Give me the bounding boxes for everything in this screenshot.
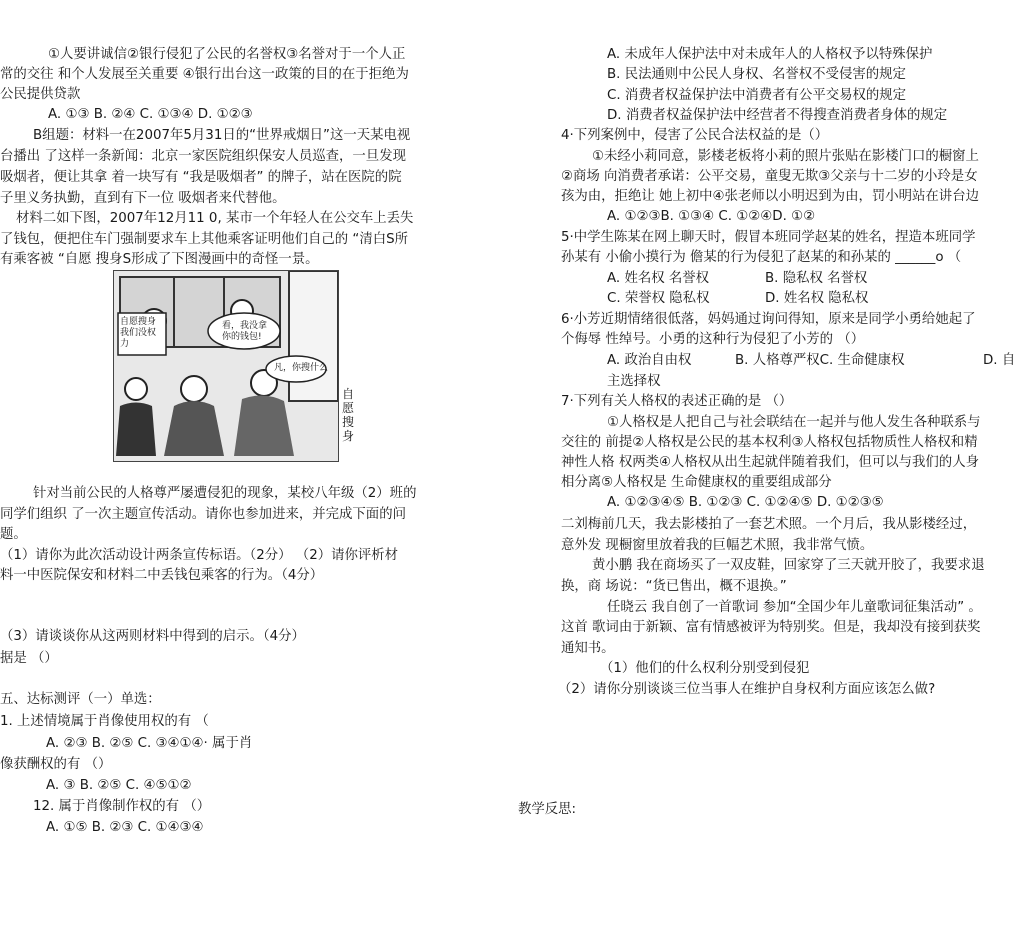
text-line: 公民提供贷款: [0, 87, 81, 102]
text-line: 据是 （）: [0, 651, 58, 666]
text-line: ①未经小莉同意，影楼老板将小莉的照片张贴在影楼门口的橱窗上: [592, 149, 979, 164]
answer-option: B. 隐私权 名誉权: [765, 271, 868, 286]
text-line: ②商场 向消费者承诺：公平交易，童叟无欺③父亲与十二岁的小玲是女: [561, 169, 978, 184]
answer-option: B. 人格尊严权C. 生命健康权: [735, 353, 905, 368]
text-line: 有乘客被 “自愿 搜身S形成了下图漫画中的奇怪一景。: [0, 252, 319, 267]
text-line: 孩为由，拒绝让 她上初中④张老师以小明迟到为由，罚小明站在讲台边: [561, 189, 979, 204]
text-line: 题。: [0, 527, 27, 542]
text-line: ①人格权是人把自己与社会联结在一起并与他人发生各种联系与: [607, 415, 981, 430]
text-line: 二刘梅前几天，我去影楼拍了一套艺术照。一个月后，我从影楼经过，: [561, 517, 977, 532]
text-line: 子里义务执勤，直到有下一位 吸烟者来代替他。: [0, 191, 286, 206]
question: （1）他们的什么权利分别受到侵犯: [600, 661, 810, 676]
question: 4·下列案例中，侵害了公民合法权益的是（）: [561, 128, 829, 143]
answer-option: A. 姓名权 名誉权: [607, 271, 710, 286]
option-line: C. 消费者权益保护法中消费者有公平交易权的规定: [607, 88, 907, 103]
text-line: 黄小鹏 我在商场买了一双皮鞋，回家穿了三天就开胶了，我要求退: [592, 558, 985, 573]
text-line: 交往的 前提②人格权是公民的基本权利③人格权包括物质性人格权和精: [561, 435, 978, 450]
text-line: 神性人格 权两类④人格权从出生起就伴随着我们，但可以与我们的人身: [561, 455, 979, 470]
text-line: B组题：材料一在2007年5月31日的“世界戒烟日”这一天某电视: [33, 128, 411, 143]
cartoon-illustration: [113, 270, 355, 462]
option-line: A. 未成年人保护法中对未成年人的人格权予以特殊保护: [607, 47, 933, 62]
text-line: 孙某有 小偷小摸行为 儋某的行为侵犯了赵某的和孙某的 ______o （: [561, 250, 962, 265]
text-line: 吸烟者，便让其拿 着一块写有 “我是吸烟者” 的牌子，站在医院的院: [0, 170, 402, 185]
section-heading: 五、达标测评（一）单选：: [0, 692, 161, 707]
cartoon-speech-bubble: 凡，你搜什么: [274, 363, 329, 373]
text-line: 材料二如下图，2007年12月11 0, 某市一个年轻人在公交车上丢失: [16, 211, 414, 226]
text-line: ①人要讲诚信②银行侵犯了公民的名誉权③名誉对于一个人正: [48, 47, 406, 62]
answer-choices: A. ③ B. ②⑤ C. ④⑤①②: [46, 778, 192, 793]
text-line: 意外发 现橱窗里放着我的巨幅艺术照，我非常气愤。: [561, 538, 874, 553]
question: 1. 上述情境属于肖像使用权的有 （: [0, 714, 209, 729]
answer-choices: A. ①②③B. ①③④ C. ①②④D. ①②: [607, 209, 816, 224]
option-line: D. 消费者权益保护法中经营者不得搜查消费者身体的规定: [607, 108, 948, 123]
answer-option: C. 荣誉权 隐私权: [607, 291, 710, 306]
text-line: 针对当前公民的人格尊严屡遭侵犯的现象，某校八年级（2）班的: [33, 486, 417, 501]
question: 5·中学生陈某在网上聊天时，假冒本班同学赵某的姓名，捏造本班同学: [561, 230, 976, 245]
answer-choices: A. ①③ B. ②④ C. ①③④ D. ①②③: [48, 107, 253, 122]
text-line: 了钱包，便把住车门强制要求车上其他乘客证明他们自己的 “清白S所: [0, 232, 409, 247]
text-line: 任晓云 我自创了一首歌词 参加“全国少年儿童歌词征集活动” 。: [607, 600, 982, 615]
answer-option: D. 自: [983, 353, 1016, 368]
question: 7·下列有关人格权的表述正确的是 （）: [561, 394, 793, 409]
answer-option: A. 政治自由权: [607, 353, 692, 368]
text-line: （3）请谈谈你从这两则材料中得到的启示。（4分）: [0, 629, 305, 644]
text-line: 常的交往 和个人发展至关重要 ④银行出台这一政策的目的在于拒绝为: [0, 67, 409, 82]
answer-choices: A. ①②③④⑤ B. ①②③ C. ①②④⑤ D. ①②③⑤: [607, 495, 884, 510]
text-line: 料一中医院保安和材料二中丢钱包乘客的行为。（4分）: [0, 568, 324, 583]
text-line: 换，商 场说：“货已售出，概不退换。”: [561, 579, 787, 594]
question: 6·小芳近期情绪很低落，妈妈通过询问得知，原来是同学小勇给她起了: [561, 312, 976, 327]
question: 像获酬权的有 （）: [0, 757, 112, 772]
answer-choices: A. ①⑤ B. ②③ C. ①④③④: [46, 820, 204, 835]
answer-choices: A. ②③ B. ②⑤ C. ③④①④· 属于肖: [46, 736, 253, 751]
answer-option: D. 姓名权 隐私权: [765, 291, 869, 306]
text-line: 相分离⑤人格权是 生命健康权的重要组成部分: [561, 475, 832, 490]
text-line: 台播出 了这样一条新闻：北京一家医院组织保安人员巡查，一旦发现: [0, 149, 406, 164]
text-line: 个侮辱 性绰号。小勇的这种行为侵犯了小芳的 （）: [561, 332, 865, 347]
cartoon-speech-bubble: 看，我没拿 你的钱包!: [222, 321, 268, 342]
text-line: 通知书。: [561, 641, 615, 656]
cartoon-caption: 自愿搜身: [342, 387, 355, 443]
question: 12. 属于肖像制作权的有 （）: [33, 799, 211, 814]
question: （2）请你分别谈谈三位当事人在维护自身权利方面应该怎么做?: [558, 682, 936, 697]
text-line: （1）请你为此次活动设计两条宣传标语。（2分） （2）请你评析材: [0, 548, 399, 563]
teaching-reflection-label: 教学反思:: [518, 802, 577, 817]
text-line: 同学们组织 了一次主题宣传活动。请你也参加进来，并完成下面的问: [0, 507, 406, 522]
option-line: B. 民法通则中公民人身权、名誉权不受侵害的规定: [607, 67, 906, 82]
text-line: 这首 歌词由于新颖、富有情感被评为特别奖。但是，我却没有接到获奖: [561, 620, 981, 635]
cartoon-sign-text: 自愿搜身 我们没权力: [120, 317, 157, 349]
text-line: 主选择权: [607, 374, 661, 389]
